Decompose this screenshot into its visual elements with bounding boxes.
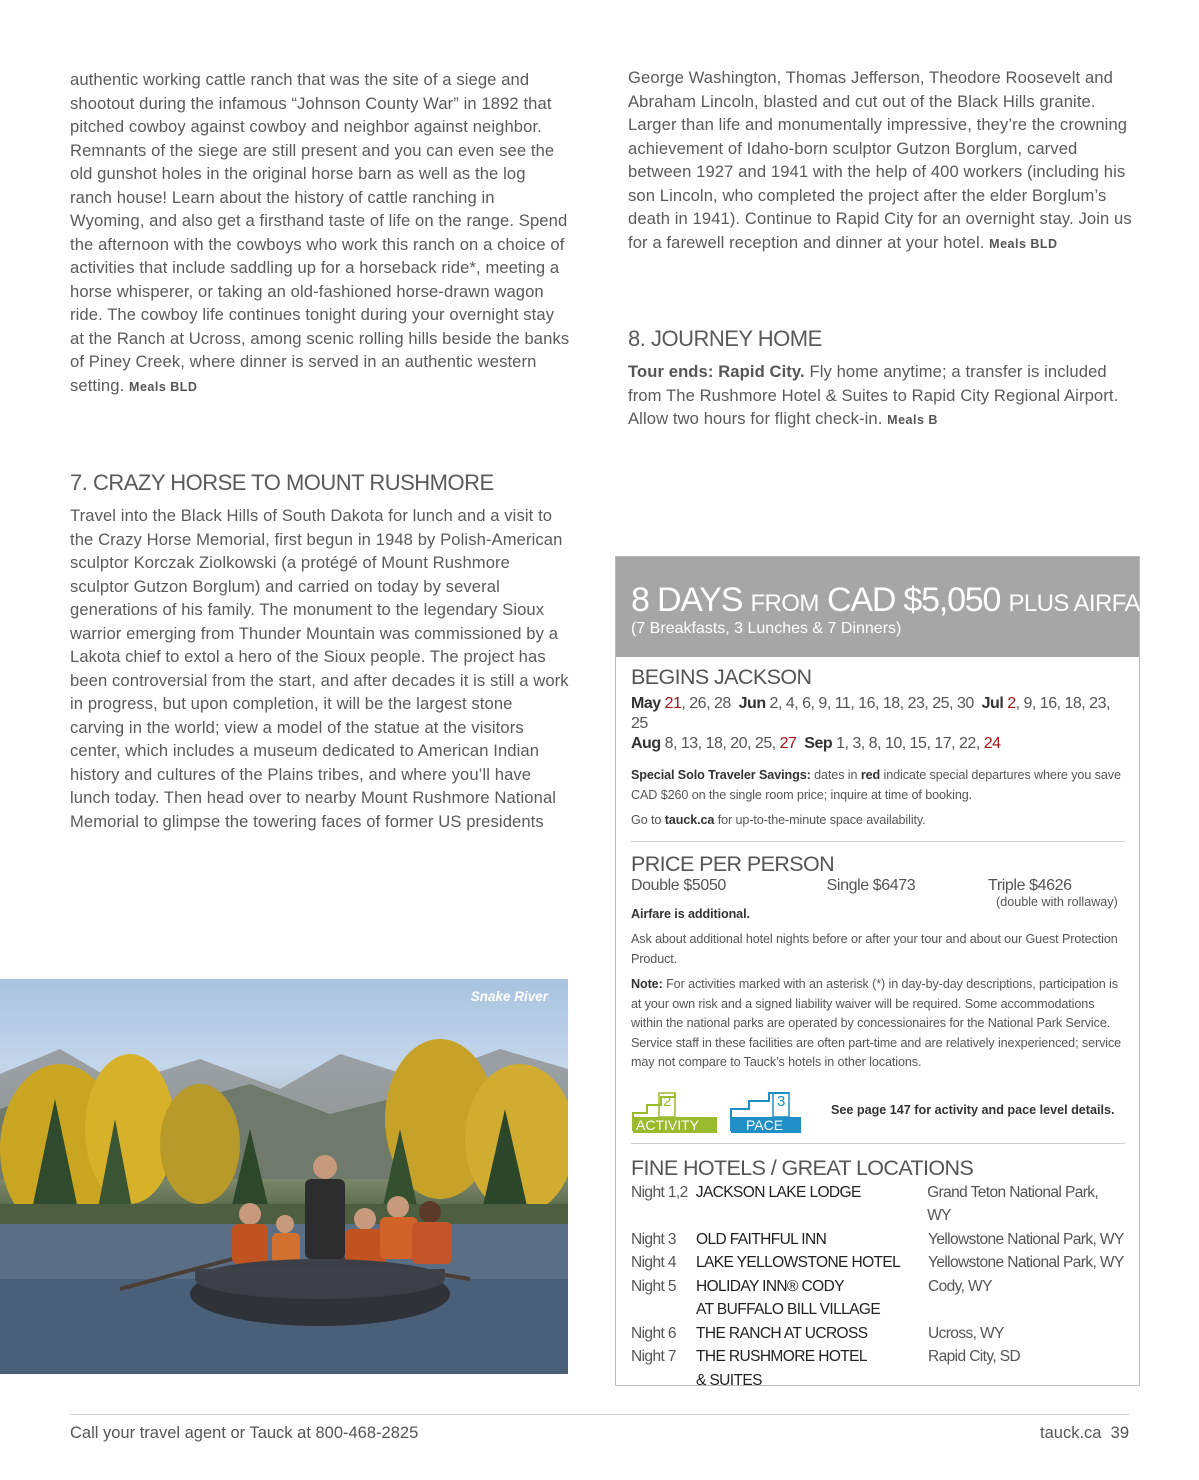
availability-note: Go to tauck.ca for up-to-the-minute space availability. xyxy=(631,813,926,827)
airfare-note: Airfare is additional. xyxy=(631,906,750,921)
footer-site-link[interactable]: tauck.ca xyxy=(1040,1424,1102,1442)
tauck-link[interactable]: tauck.ca xyxy=(664,813,715,827)
hotels-heading: FINE HOTELS / GREAT LOCATIONS xyxy=(631,1155,974,1180)
divider xyxy=(631,1143,1125,1144)
day-7-body: Travel into the Black Hills of South Dakota for lunch and a visit to the Crazy Horse Memorial, first begun in 1948 by Polish-American sculptor Korczak Ziolkowski (a protégé of Mount Rushmore sculptor Gutzon Borglum) and carried on today by several generations of his family. The monument to the legendary Sioux warrior emerging from Thunder Mountain was commissioned by a Lakota chief to extol a hero of the Sioux people. The project has been controversial from the start, and after decades it is still a work in progress, but upon completion, it will be the largest stone carving in the world; view a model of the statue at the visitors center, which includes a museum dedicated to American Indian history and cultures of the Plains tribes, and where you’ll have lunch today. Then head over to nearby Mount Rushmore National Memorial to glimpse the towering faces of former US presidents xyxy=(70,506,569,831)
activity-number: 2 xyxy=(663,1092,672,1110)
begins-heading: BEGINS JACKSON xyxy=(631,665,812,689)
triple-note: (double with rollaway) xyxy=(996,894,1118,909)
single-price: Single $6473 xyxy=(826,876,916,894)
hotel-row: Night 6 THE RANCH AT UCROSS Ucross, WY xyxy=(631,1324,1004,1342)
price-header xyxy=(616,557,1173,657)
snake-river-photo xyxy=(0,979,568,1374)
pace-number: 3 xyxy=(777,1092,786,1110)
double-price: Double $5050 xyxy=(631,876,726,894)
price-title: 8 DAYS FROM CAD $5,050 PLUS AIRFARE xyxy=(631,581,1173,619)
price-row xyxy=(631,877,1125,895)
pace-level xyxy=(729,1091,817,1133)
day-8-section xyxy=(628,326,1133,433)
meals-label: Meals B xyxy=(887,413,938,427)
footer-page xyxy=(1040,1424,1129,1443)
tour-price-box xyxy=(615,556,1173,1389)
liability-note: Note: For activities marked with an asterisk (*) in day-by-day descriptions, participation is at your own risk and a signed liability waiver will be required. Some accommodations within the national parks are operated by concessionaires for the National Park Service. Service staff in these facilities are often part-time and are relatively inexperienced; service may not compare to Tauck’s hotels in other locations. xyxy=(631,977,1122,1069)
tour-ends-lead: Tour ends: Rapid City. xyxy=(628,362,805,381)
levels-note: See page 147 for activity and pace level details. xyxy=(831,1102,1115,1117)
activity-pace-levels xyxy=(631,1091,1125,1133)
meals-label: Meals BLD xyxy=(129,379,198,394)
activity-label: ACTIVITY xyxy=(636,1116,700,1133)
hotel-row: Night 5 HOLIDAY INN® CODY AT BUFFALO BILL VILLAGE Cody, WY xyxy=(631,1277,992,1318)
hotel-row: Night 3 OLD FAITHFUL INN Yellowstone National Park, WY xyxy=(631,1230,1124,1248)
departure-dates-line-1: May 21, 26, 28 Jun 2, 4, 6, 9, 11, 16, 18, 23, 25, 30 Jul 2, 9, 16, 18, 23, 25 xyxy=(631,695,1110,732)
hotel-row: Night 1,2 JACKSON LAKE LODGE Grand Teton National Park, WY xyxy=(631,1183,1099,1224)
day-7-section xyxy=(70,470,570,833)
meals-label: Meals BLD xyxy=(989,236,1058,251)
triple-price: Triple $4626 xyxy=(988,876,1072,894)
footer-divider xyxy=(70,1414,1129,1415)
day-8-paragraph: Tour ends: Rapid City. Fly home anytime; a transfer is included from The Rushmore Hotel & Suites to Rapid City Regional Airport. Allow two hours for flight check-in. Meals B xyxy=(628,362,1119,428)
hotel-row: Night 7 THE RUSHMORE HOTEL & SUITES Rapid City, SD xyxy=(631,1348,1021,1389)
solo-savings-note: Special Solo Traveler Savings: dates in red indicate special departures where you save CAD $260 on the single room price; inquire at time of booking. xyxy=(631,768,1121,802)
day-7-heading: 7. CRAZY HORSE TO MOUNT RUSHMORE xyxy=(70,470,494,495)
hotel-nights-note: Ask about additional hotel nights before or after your tour and about our Guest Protection Product. xyxy=(631,932,1118,966)
rafting-illustration xyxy=(0,979,568,1374)
pace-label: PACE xyxy=(746,1116,784,1133)
price-box-body xyxy=(616,665,1139,1392)
activity-level xyxy=(631,1091,719,1133)
price-heading: PRICE PER PERSON xyxy=(631,851,835,876)
meals-summary: (7 Breakfasts, 3 Lunches & 7 Dinners) xyxy=(631,620,902,637)
day-6-paragraph: authentic working cattle ranch that was the site of a siege and shootout during the infamous “Johnson County War” in 1892 that pitched cowboy against cowboy and neighbor against neighbor. Remnants of the siege are still present and you can even see the old gunshot holes in the original horse barn as well as the log ranch house! Learn about the history of cattle ranching in Wyoming, and also get a firsthand taste of life on the range. Spend the afternoon with the cowboys who work this ranch on a choice of activities that include saddling up for a horseback ride*, meeting a horse whisperer, or taking an old-fashioned horse-drawn wagon ride. The cowboy life continues tonight during your overnight stay at the Ranch at Ucross, among scenic rolling hills beside the banks of Piney Creek, where dinner is served in an authentic western setting. Meals BLD xyxy=(70,70,570,395)
departure-dates-line-2: Aug 8, 13, 18, 20, 25, 27 Sep 1, 3, 8, 10, 15, 17, 22, 24 xyxy=(631,735,1001,752)
day-7-paragraph: George Washington, Thomas Jefferson, Theodore Roosevelt and Abraham Lincoln, blasted and cut out of the Black Hills granite. Larger than life and monumentally impressive, they’re the crowning achievement of Idaho-born sculptor Gutzon Borglum, carved between 1927 and 1941 with the help of 400 workers (including his son Lincoln, who completed the project after the elder Borglum’s death in 1941). Continue to Rapid City for an overnight stay. Join us for a farewell reception and dinner at your hotel. Meals BLD xyxy=(628,68,1132,252)
page-number: 39 xyxy=(1110,1424,1129,1442)
day-7-continued xyxy=(628,66,1133,256)
hotels-list xyxy=(631,1181,1125,1393)
photo-caption: Snake River xyxy=(470,989,548,1004)
hotel-row: Night 4 LAKE YELLOWSTONE HOTEL Yellowstone National Park, WY xyxy=(631,1254,1124,1271)
divider xyxy=(631,841,1125,842)
day-6-continued xyxy=(70,68,570,399)
day-8-heading: 8. JOURNEY HOME xyxy=(628,326,822,351)
footer-contact: Call your travel agent or Tauck at 800-468-2825 xyxy=(70,1424,419,1442)
